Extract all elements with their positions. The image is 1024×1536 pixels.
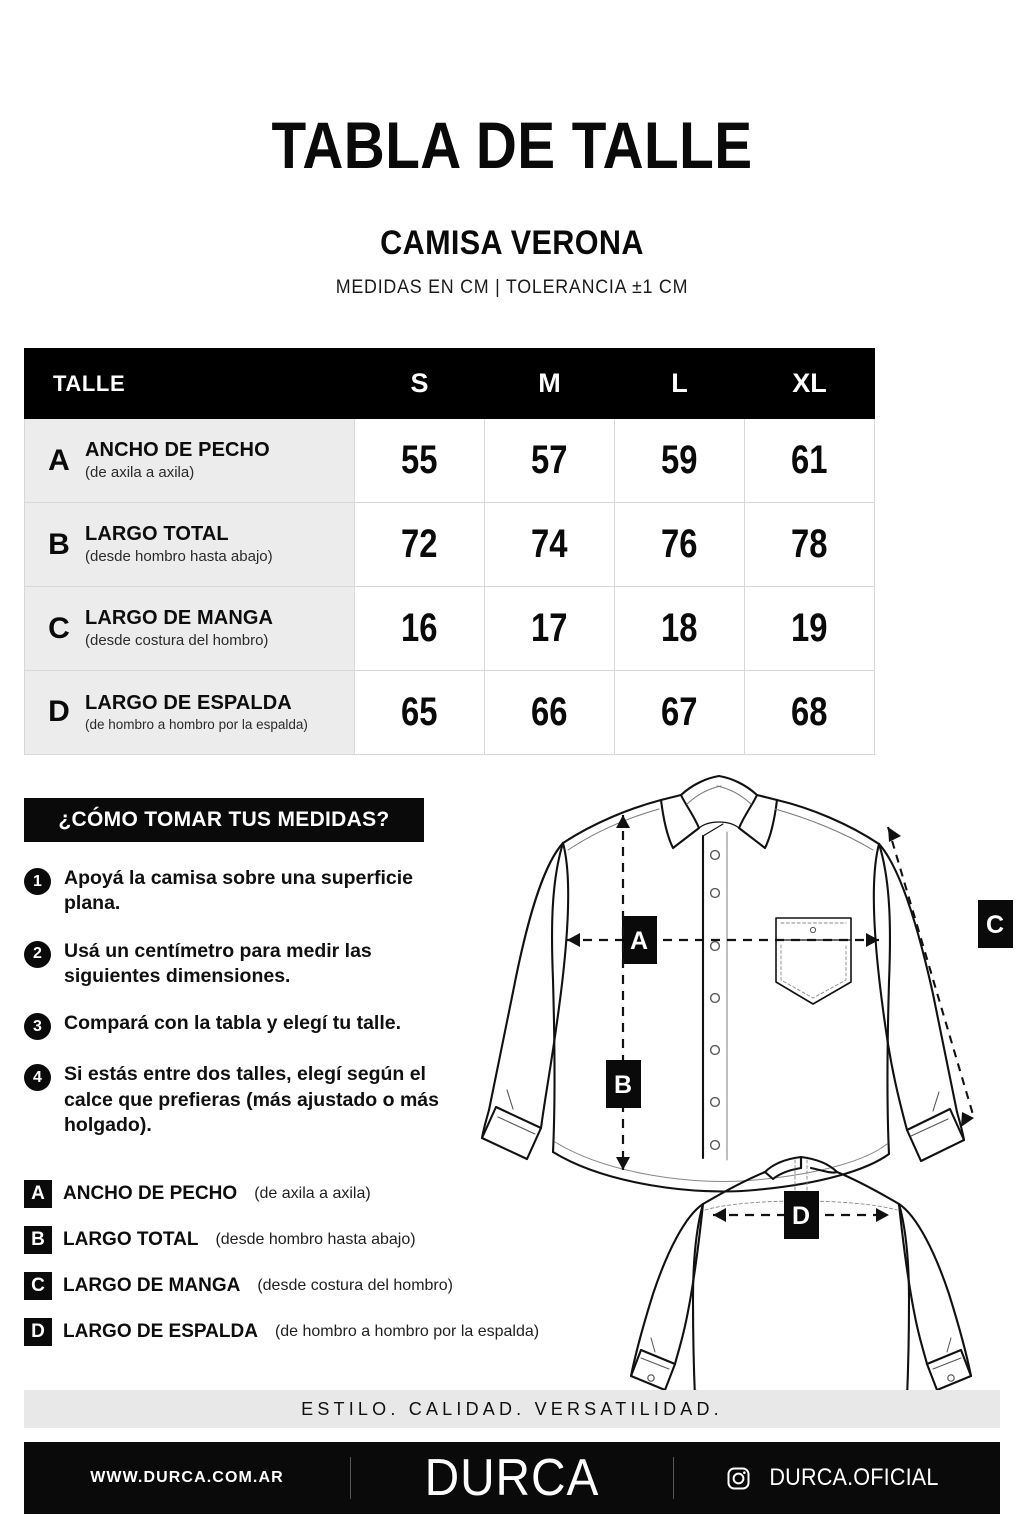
cell-d-m: 66 (485, 671, 615, 755)
cell-c-m: 17 (485, 587, 615, 671)
row-subtitle: (desde hombro hasta abajo) (85, 547, 273, 565)
tagline-bar (24, 1390, 1000, 1428)
legend-badge-d: D (24, 1318, 52, 1346)
step-number-badge: 3 (24, 1013, 51, 1040)
row-subtitle: (de hombro a hombro por la espalda) (85, 716, 308, 732)
cell-d-s: 65 (355, 671, 485, 755)
row-letter: D (48, 695, 70, 729)
legend-subtitle: (de hombro a hombro por la espalda) (274, 1323, 540, 1340)
brand-logo: DURCA (424, 1449, 600, 1507)
step-text: Usá un centímetro para medir las siguientes dimensiones. (64, 939, 372, 988)
legend-badge-a: A (24, 1180, 52, 1208)
measurement-label-c: C (985, 911, 1005, 939)
cell-c-xl: 19 (745, 587, 875, 671)
list-item (24, 866, 464, 917)
cell-a-xl: 61 (745, 419, 875, 503)
cell-b-m: 74 (485, 503, 615, 587)
cell-c-s: 16 (355, 587, 485, 671)
shirt-illustration (455, 760, 1024, 1420)
step-number-badge: 1 (24, 868, 51, 895)
row-title: LARGO DE MANGA (85, 606, 274, 629)
legend-title: LARGO DE MANGA (63, 1275, 241, 1296)
row-label-a (25, 419, 355, 503)
legend-title: ANCHO DE PECHO (63, 1183, 238, 1204)
measurement-units-note: MEDIDAS EN CM | TOLERANCIA ±1 CM (335, 277, 689, 298)
instagram-handle: DURCA.OFICIAL (769, 1464, 939, 1491)
legend-badge-c: C (24, 1272, 52, 1300)
cell-d-l: 67 (615, 671, 745, 755)
row-label-d (25, 671, 355, 755)
row-label-b (25, 503, 355, 587)
measurement-arrow-b (613, 815, 633, 1170)
footer-instagram[interactable] (674, 1464, 1000, 1492)
legend-subtitle: (desde hombro hasta abajo) (215, 1231, 416, 1248)
step-text: Compará con la tabla y elegí tu talle. (64, 1012, 402, 1035)
step-text: Apoyá la camisa sobre una superficie plana. (64, 867, 413, 915)
row-letter: C (48, 611, 70, 645)
footer-website[interactable]: WWW.DURCA.COM.AR (90, 1469, 284, 1486)
howto-steps (24, 866, 464, 1160)
footer-bar (24, 1442, 1000, 1514)
column-header-l: L (615, 349, 745, 419)
cell-b-l: 76 (615, 503, 745, 587)
column-header-xl: XL (745, 349, 875, 419)
table-row (25, 419, 875, 503)
legend-subtitle: (desde costura del hombro) (257, 1277, 453, 1294)
cell-a-l: 59 (615, 419, 745, 503)
list-item (24, 1011, 464, 1040)
instagram-icon (726, 1466, 751, 1491)
row-letter: A (48, 443, 70, 477)
column-header-talle: TALLE (25, 349, 355, 419)
size-table-head (25, 349, 875, 419)
row-label-c (25, 587, 355, 671)
page-title: TABLA DE TALLE (271, 108, 753, 182)
size-table-body (25, 419, 875, 755)
step-number-badge: 2 (24, 941, 51, 968)
cell-a-m: 57 (485, 419, 615, 503)
measurement-label-b: B (613, 1071, 633, 1099)
table-row (25, 503, 875, 587)
row-title: LARGO TOTAL (85, 522, 229, 545)
column-header-m: M (485, 349, 615, 419)
legend-badge-b: B (24, 1226, 52, 1254)
table-header-row (25, 349, 875, 419)
legend-title: LARGO TOTAL (63, 1229, 199, 1250)
step-number-badge: 4 (24, 1064, 51, 1091)
measurement-label-d: D (791, 1202, 811, 1230)
page-header (0, 0, 1024, 299)
list-item (24, 939, 464, 990)
cell-d-xl: 68 (745, 671, 875, 755)
size-table (24, 348, 875, 755)
row-letter: B (48, 527, 70, 561)
table-row (25, 587, 875, 671)
cell-b-s: 72 (355, 503, 485, 587)
legend-subtitle: (de axila a axila) (254, 1185, 371, 1202)
cell-b-xl: 78 (745, 503, 875, 587)
row-title: LARGO DE ESPALDA (85, 691, 292, 714)
table-row (25, 671, 875, 755)
howto-banner: ¿CÓMO TOMAR TUS MEDIDAS? (24, 798, 424, 842)
cell-a-s: 55 (355, 419, 485, 503)
legend-title: LARGO DE ESPALDA (63, 1321, 258, 1342)
row-title: ANCHO DE PECHO (85, 438, 270, 461)
cell-c-l: 18 (615, 587, 745, 671)
list-item (24, 1062, 464, 1138)
button-placket-buttons (711, 851, 720, 1150)
column-header-s: S (355, 349, 485, 419)
product-name: CAMISA VERONA (380, 224, 644, 262)
tagline-text: ESTILO. CALIDAD. VERSATILIDAD. (301, 1398, 723, 1419)
row-subtitle: (desde costura del hombro) (85, 631, 269, 649)
step-text: Si estás entre dos talles, elegí según el calce que prefieras (más ajustado o más holgado). (64, 1063, 439, 1137)
row-subtitle: (de axila a axila) (85, 463, 195, 481)
measurement-label-a: A (629, 927, 649, 955)
